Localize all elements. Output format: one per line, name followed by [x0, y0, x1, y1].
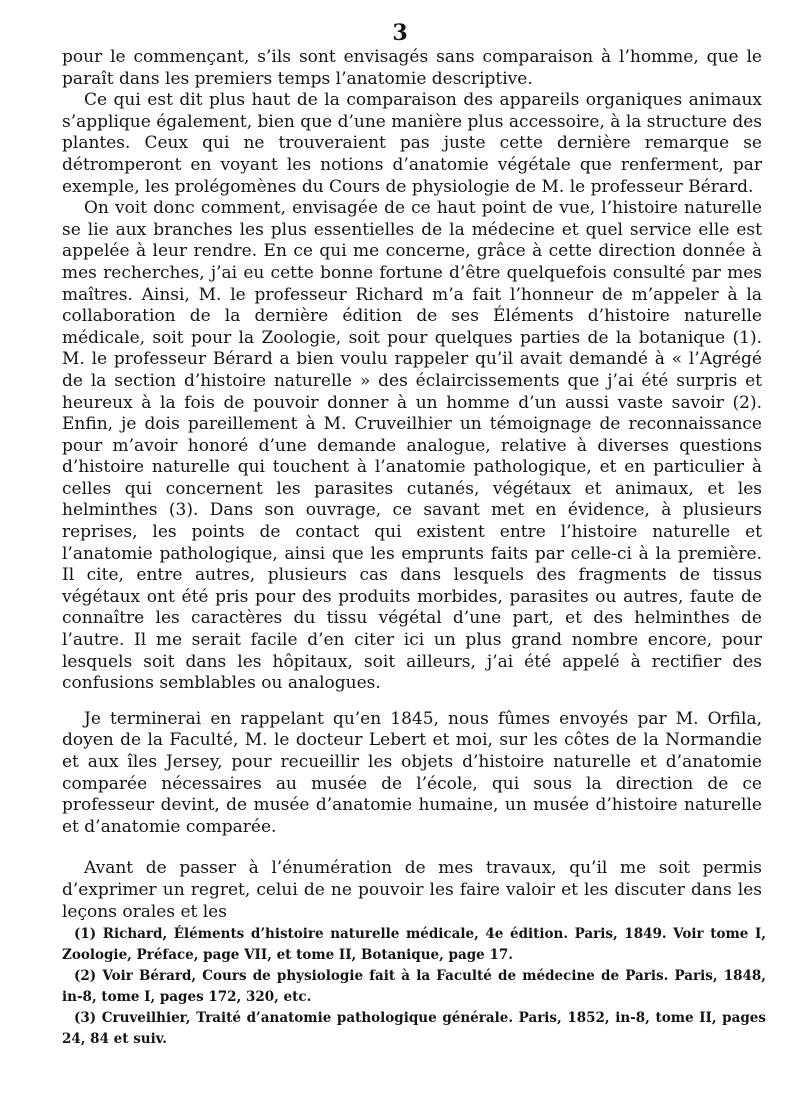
footnote: (3) Cruveilhier, Traité d’anatomie pathologique générale. Paris, 1852, in-8, tome II, pages 24, 84 et suiv.: [62, 1010, 766, 1047]
footnote: (2) Voir Bérard, Cours de physiologie fait à la Faculté de médecine de Paris. Paris, 1848, in-8, tome I, pages 172, 320, etc.: [62, 968, 766, 1005]
footnote: (1) Richard, Éléments d’histoire naturelle médicale, 4e édition. Paris, 1849. Voir tome I, Zoologie, Préface, page VII, et tome II, Botanique, page 17.: [62, 926, 766, 963]
footnotes: [62, 924, 766, 1050]
body-text: [62, 47, 762, 923]
paragraph: Avant de passer à l’énumération de mes travaux, qu’il me soit permis d’exprimer un regret, celui de ne pouvoir les faire valoir et les discuter dans les leçons orales et les: [62, 858, 762, 922]
paragraph: On voit donc comment, envisagée de ce haut point de vue, l’histoire naturelle se lie aux branches les plus essentielles de la médecine et quel service elle est appelée à leur rendre. En ce qui me concerne, grâce à cette direction donnée à mes recherches, j’ai eu cette bonne fortune d’être quelquefois consulté par mes maîtres. Ainsi, M. le professeur Richard m’a fait l’honneur de m’appeler à la collaboration de la dernière édition de ses Éléments d’histoire naturelle médicale, soit pour la Zoologie, soit pour quelques parties de la botanique (1). M. le professeur Bérard a bien voulu rappeler qu’il avait demandé à « l’Agrégé de la section d’histoire naturelle » des éclaircissements que j’ai été surpris et heureux à la fois de pouvoir donner à un homme d’un aussi vaste savoir (2). Enfin, je dois pareillement à M. Cruveilhier un témoignage de reconnaissance pour m’avoir honoré d’une demande analogue, relative à diverses questions d’histoire naturelle qui touchent à l’anatomie pathologique, et en particulier à celles qui concernent les parasites cutanés, végétaux et animaux, et les helminthes (3). Dans son ouvrage, ce savant met en évidence, à plusieurs reprises, les points de contact qui existent entre l’histoire naturelle et l’anatomie pathologique, ainsi que les emprunts faits par celle-ci à la première. Il cite, entre autres, plusieurs cas dans lesquels des fragments de tissus végétaux ont été pris pour des produits morbides, parasites ou autres, faute de connaître les caractères du tissu végétal d’une part, et des helminthes de l’autre. Il me serait facile d’en citer ici un plus grand nombre encore, pour lesquels soit dans les hôpitaux, soit ailleurs, j’ai été appelé à rectifier des confusions semblables ou analogues.: [62, 198, 762, 694]
paragraph: pour le commençant, s’ils sont envisagés sans comparaison à l’homme, que le paraît dans les premiers temps l’anatomie descriptive.: [62, 47, 762, 89]
paragraph: Je terminerai en rappelant qu’en 1845, nous fûmes envoyés par M. Orfila, doyen de la Faculté, M. le docteur Lebert et moi, sur les côtes de la Normandie et aux îles Jersey, pour recueillir les objets d’histoire naturelle et d’anatomie comparée nécessaires au musée de l’école, qui sous la direction de ce professeur devint, de musée d’anatomie humaine, un musée d’histoire naturelle et d’anatomie comparée.: [62, 708, 762, 837]
paragraph: Ce qui est dit plus haut de la comparaison des appareils organiques animaux s’applique également, bien que d’une manière plus accessoire, à la structure des plantes. Ceux qui ne trouveraient pas juste cette dernière remarque se détromperont en voyant les notions d’anatomie végétale que renferment, par exemple, les prolégomènes du Cours de physiologie de M. le professeur Bérard.: [62, 90, 762, 197]
page-number: 3: [392, 20, 408, 46]
